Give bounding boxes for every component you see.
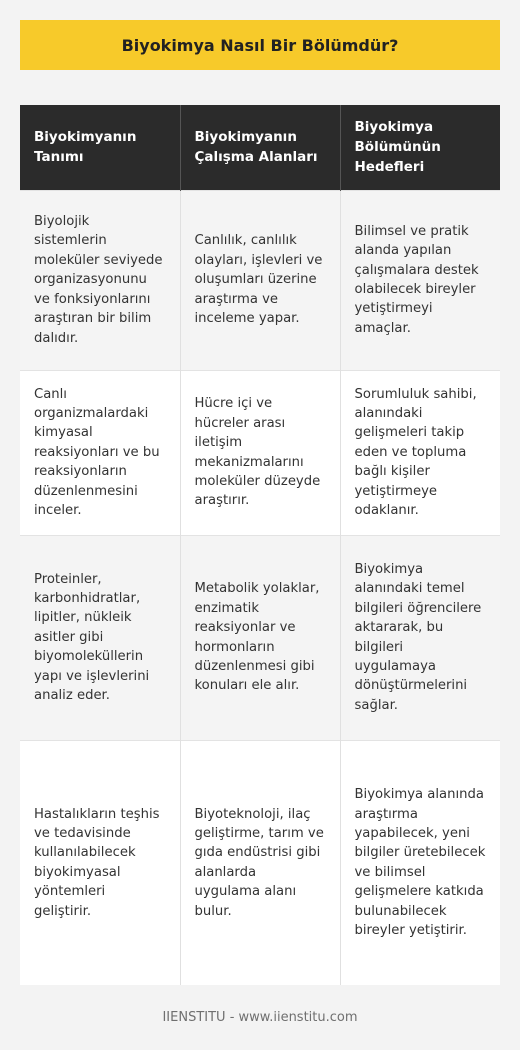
table-header-row [20,105,500,190]
table-cell: Canlılık, canlılık olayları, işlevleri ve oluşumları üzerine araştırma ve inceleme yapar. [180,190,340,370]
page-title: Biyokimya Nasıl Bir Bölümdür? [20,20,500,70]
table-cell: Biyoteknoloji, ilaç geliştirme, tarım ve gıda endüstrisi gibi alanlarda uygulama alanı bulur. [180,740,340,985]
table-cell: Metabolik yolaklar, enzimatik reaksiyonlar ve hormonların düzenlenmesi gibi konuları ele alır. [180,535,340,740]
table-cell: Biyokimya alanındaki temel bilgileri öğrencilere aktararak, bu bilgileri uygulamaya dönüştürmelerini sağlar. [340,535,500,740]
footer-credit: IIENSTITU - www.iienstitu.com [162,1010,358,1025]
table-cell: Bilimsel ve pratik alanda yapılan çalışmalara destek olabilecek bireyler yetiştirmeyi amaçlar. [340,190,500,370]
table-row [20,370,500,535]
table-row [20,190,500,370]
comparison-table [20,105,500,985]
header-goals: Biyokimya Bölümünün Hedefleri [340,105,500,190]
table-cell: Biyokimya alanında araştırma yapabilecek, yeni bilgiler üretebilecek ve bilimsel gelişmelere katkıda bulunabilecek bireyler yetiştirir. [340,740,500,985]
header-definition: Biyokimyanın Tanımı [20,105,180,190]
table-cell: Hastalıkların teşhis ve tedavisinde kullanılabilecek biyokimyasal yöntemleri geliştirir. [20,740,180,985]
table-row [20,740,500,985]
table-cell: Hücre içi ve hücreler arası iletişim mekanizmalarını moleküler düzeyde araştırır. [180,370,340,535]
table-row [20,535,500,740]
table-cell: Sorumluluk sahibi, alanındaki gelişmeleri takip eden ve topluma bağlı kişiler yetiştirmeye odaklanır. [340,370,500,535]
table-cell: Canlı organizmalardaki kimyasal reaksiyonları ve bu reaksiyonların düzenlenmesini inceler. [20,370,180,535]
table-cell: Biyolojik sistemlerin moleküler seviyede organizasyonunu ve fonksiyonlarını araştıran bir bilim dalıdır. [20,190,180,370]
header-work-areas: Biyokimyanın Çalışma Alanları [180,105,340,190]
table-cell: Proteinler, karbonhidratlar, lipitler, nükleik asitler gibi biyomoleküllerin yapı ve işlevlerini analiz eder. [20,535,180,740]
